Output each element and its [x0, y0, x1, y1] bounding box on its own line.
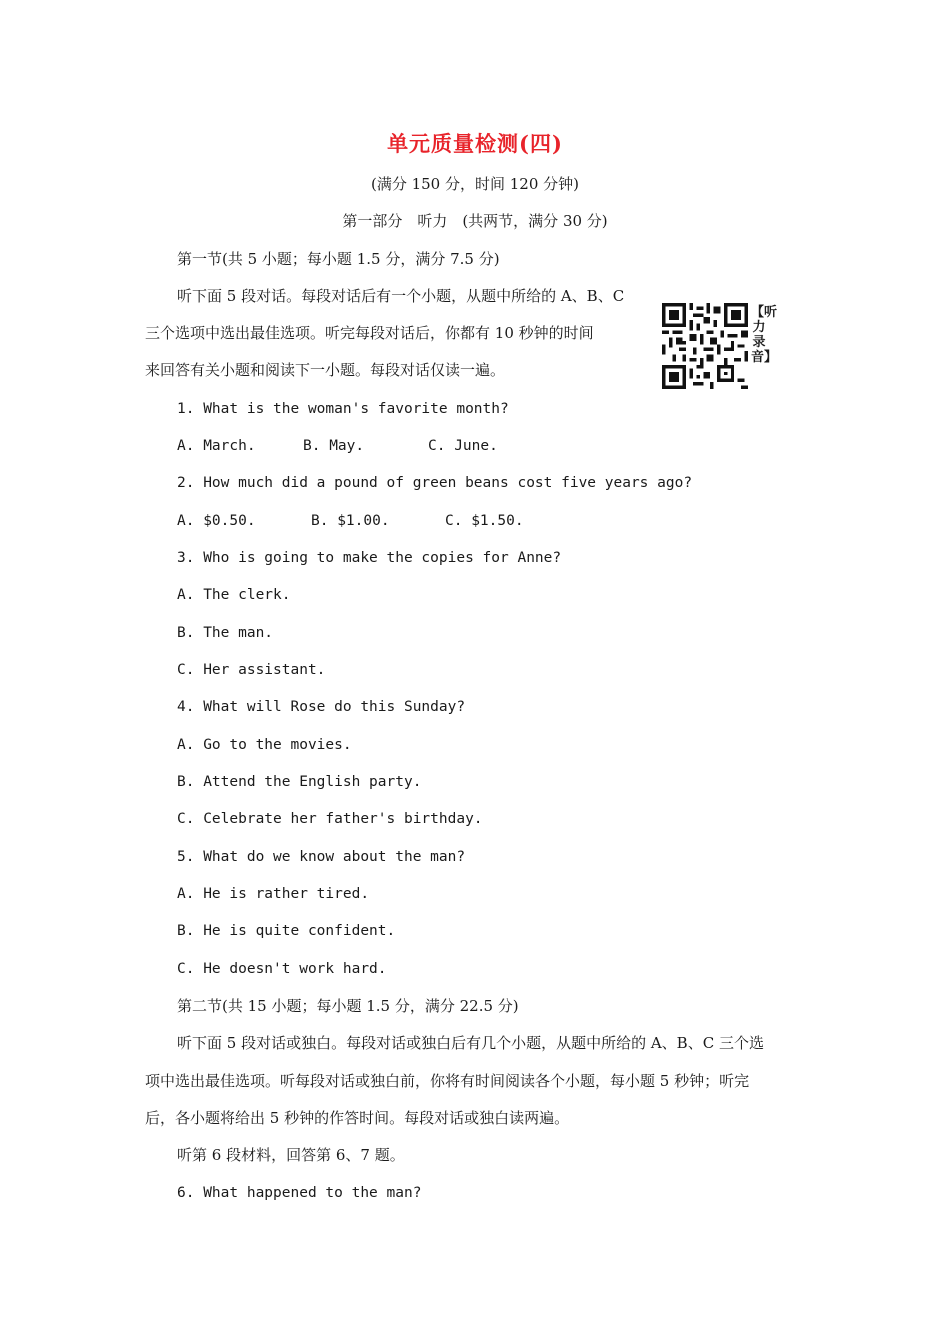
section2-instruction-line: 听下面 5 段对话或独白。每段对话或独白后有几个小题，从题中所给的 A、B、C 三个选 [177, 1034, 764, 1052]
question-6: 6. What happened to the man? [177, 1185, 422, 1201]
question-5: 5. What do we know about the man? [177, 849, 466, 865]
qr-caption: 【听力录音】 [751, 305, 778, 365]
qr-code-icon [662, 303, 748, 389]
exam-subtitle: (满分 150 分，时间 120 分钟) [370, 175, 580, 193]
page-title: 单元质量检测(四) [387, 131, 563, 156]
option-a: A. $0.50. [177, 513, 256, 529]
question-2-options [177, 511, 524, 531]
section1-instruction-line: 听下面 5 段对话。每段对话后有一个小题，从题中所给的 A、B、C [177, 287, 625, 305]
question-4: 4. What will Rose do this Sunday? [177, 699, 466, 715]
question-2: 2. How much did a pound of green beans cost five years ago? [177, 475, 693, 491]
option-b: B. May. [303, 438, 365, 454]
option-b: B. He is quite confident. [177, 923, 396, 939]
option-c: C. He doesn't work hard. [177, 961, 387, 977]
option-a: A. Go to the movies. [177, 737, 352, 753]
question-1: 1. What is the woman's favorite month? [177, 401, 509, 417]
section1-heading: 第一节(共 5 小题；每小题 1.5 分，满分 7.5 分) [177, 250, 500, 268]
option-c: C. Celebrate her father's birthday. [177, 811, 483, 827]
option-a: A. He is rather tired. [177, 886, 370, 902]
part-heading: 第一部分 听力 (共两节，满分 30 分) [342, 212, 608, 230]
question-3: 3. Who is going to make the copies for Anne? [177, 550, 562, 566]
option-b: B. $1.00. [311, 513, 390, 529]
section2-instruction-line: 后，各小题将给出 5 秒钟的作答时间。每段对话或独白读两遍。 [145, 1109, 570, 1127]
question-1-options [177, 436, 498, 456]
section2-heading: 第二节(共 15 小题；每小题 1.5 分，满分 22.5 分) [177, 997, 519, 1015]
option-a: A. The clerk. [177, 587, 291, 603]
option-c: C. June. [428, 438, 498, 454]
option-c: C. Her assistant. [177, 662, 326, 678]
option-b: B. The man. [177, 625, 274, 641]
section1-instruction-line: 三个选项中选出最佳选项。听完每段对话后，你都有 10 秒钟的时间 [145, 324, 594, 342]
option-a: A. March. [177, 438, 256, 454]
section1-instruction-line: 来回答有关小题和阅读下一小题。每段对话仅读一遍。 [145, 361, 506, 379]
section2-instruction-line: 项中选出最佳选项。听每段对话或独白前，你将有时间阅读各个小题，每小题 5 秒钟；听完 [145, 1072, 750, 1090]
option-c: C. $1.50. [445, 513, 524, 529]
option-b: B. Attend the English party. [177, 774, 422, 790]
material-instruction: 听第 6 段材料，回答第 6、7 题。 [177, 1146, 405, 1164]
